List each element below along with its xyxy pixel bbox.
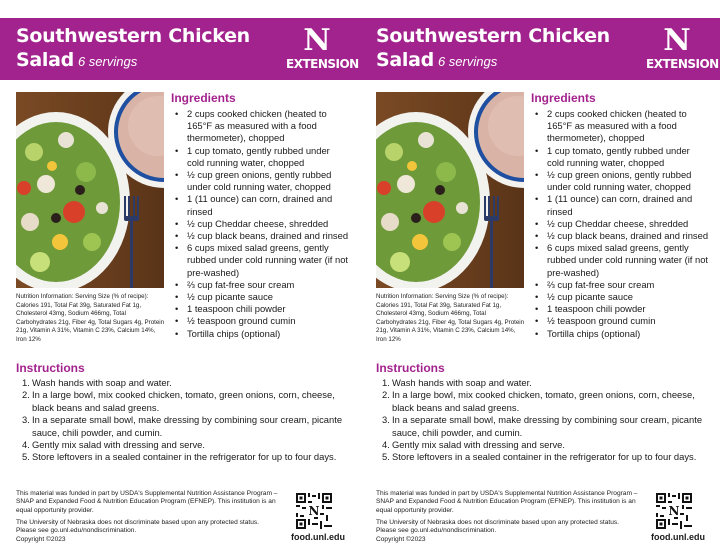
instruction-step (384, 451, 710, 463)
salad-photo (376, 92, 524, 288)
instructions-list (384, 377, 710, 464)
step-number: 1. (22, 377, 30, 388)
salad-photo (16, 92, 164, 288)
title-banner (360, 18, 720, 80)
nebraska-n-logo (646, 23, 719, 72)
step-text: Store leftovers in a sealed container in the refrigerator for up to four days. (32, 451, 337, 463)
logo-letter: N (303, 23, 331, 58)
ingredient-item: • ½ cup green onions, gently rubbed under cold running water, chopped (531, 169, 709, 193)
step-number: 3. (382, 414, 390, 426)
ingredients-heading: Ingredients (171, 91, 236, 105)
logo-label: EXTENSION (646, 57, 719, 71)
servings-label: 6 servings (77, 54, 138, 69)
ingredient-item: • 1 cup tomato, gently rubbed under cold running water, chopped (171, 145, 349, 169)
nondiscrimination-text: The University of Nebraska does not discriminate based upon any protected status. Please see go.unl.edu/nondiscrimination. (376, 519, 619, 535)
step-number: 5. (22, 451, 30, 463)
ingredient-item: • 1 (11 ounce) can corn, drained and rinsed (171, 193, 349, 217)
nebraska-n-logo (286, 23, 359, 72)
step-text: Gently mix salad with dressing and serve. (32, 439, 205, 451)
instruction-step (24, 377, 350, 389)
step-number: 2. (382, 389, 390, 401)
recipe-title: Southwestern Chicken Salad 6 servings (376, 25, 610, 71)
ingredient-item: • Tortilla chips (optional) (171, 328, 349, 340)
ingredient-item: • ½ teaspoon ground cumin (171, 315, 349, 327)
title-banner (0, 18, 360, 80)
instruction-step (384, 389, 710, 414)
nutrition-info: Nutrition Information: Serving Size (% of recipe): Calories 191, Total Fat 39g, Saturated Fat 1g, Cholesterol 43mg, Sodium 466mg, Total Carbohydrates 21g, Fiber 4g, Total Sugars 4g, Protein 21g, Vitamin A 31%, Vitamin C 23%, Calcium 14%, Iron 12% (16, 293, 165, 343)
svg-text:N: N (668, 504, 680, 518)
ingredient-item: • 1 cup tomato, gently rubbed under cold running water, chopped (531, 145, 709, 169)
step-text: Gently mix salad with dressing and serve. (392, 439, 565, 451)
instructions-list (24, 377, 350, 464)
ingredient-item: • ½ cup black beans, drained and rinsed (171, 230, 349, 242)
ingredient-item: • 1 (11 ounce) can corn, drained and rinsed (531, 193, 709, 217)
instruction-step (384, 439, 710, 451)
instructions-heading: Instructions (16, 361, 85, 375)
ingredients-list (171, 108, 349, 340)
ingredient-item: • ½ cup picante sauce (171, 291, 349, 303)
ingredient-item: • 1 teaspoon chili powder (171, 303, 349, 315)
step-text: In a separate small bowl, make dressing by combining sour cream, picante sauce, chili powder, and cumin. (392, 414, 703, 438)
ingredient-item: • ½ cup Cheddar cheese, shredded (531, 218, 709, 230)
funding-statement: This material was funded in part by USDA's Supplemental Nutrition Assistance Program – SNAP and Expanded Food & Nutrition Education Program (EFNEP). This institution is an equal opportunity provider. (16, 490, 278, 514)
step-text: In a separate small bowl, make dressing by combining sour cream, picante sauce, chili powder, and cumin. (32, 414, 343, 438)
nondiscrimination-statement (16, 519, 278, 544)
ingredient-item: • Tortilla chips (optional) (531, 328, 709, 340)
qr-code-icon[interactable] (296, 493, 332, 529)
instruction-step (24, 439, 350, 451)
ingredient-item: • ⅔ cup fat-free sour cream (531, 279, 709, 291)
step-text: Store leftovers in a sealed container in the refrigerator for up to four days. (392, 451, 697, 463)
step-number: 5. (382, 451, 390, 463)
step-number: 4. (382, 439, 390, 451)
logo-label: EXTENSION (286, 57, 359, 71)
ingredient-item: • 2 cups cooked chicken (heated to 165°F as measured with a food thermometer), chopped (531, 108, 709, 145)
website-link[interactable]: food.unl.edu (651, 532, 705, 542)
svg-text:N: N (308, 504, 320, 518)
step-number: 4. (22, 439, 30, 451)
instruction-step (384, 414, 710, 439)
funding-statement: This material was funded in part by USDA's Supplemental Nutrition Assistance Program – SNAP and Expanded Food & Nutrition Education Program (EFNEP). This institution is an equal opportunity provider. (376, 490, 638, 514)
ingredient-item: • 6 cups mixed salad greens, gently rubbed under cold running water (if not pre-washed) (531, 242, 709, 279)
instructions-heading: Instructions (376, 361, 445, 375)
step-number: 1. (382, 377, 390, 388)
ingredient-item: • 6 cups mixed salad greens, gently rubbed under cold running water (if not pre-washed) (171, 242, 349, 279)
ingredient-item: • ⅔ cup fat-free sour cream (171, 279, 349, 291)
instruction-step (24, 451, 350, 463)
nondiscrimination-statement (376, 519, 638, 544)
nondiscrimination-text: The University of Nebraska does not discriminate based upon any protected status. Please see go.unl.edu/nondiscrimination. (16, 519, 259, 535)
ingredient-item: • 1 teaspoon chili powder (531, 303, 709, 315)
ingredients-list (531, 108, 709, 340)
step-number: 3. (22, 414, 30, 426)
ingredients-heading: Ingredients (531, 91, 596, 105)
step-text: Wash hands with soap and water. (32, 377, 172, 388)
ingredient-item: • ½ cup green onions, gently rubbed under cold running water, chopped (171, 169, 349, 193)
ingredient-item: • ½ cup picante sauce (531, 291, 709, 303)
copyright: Copyright ©2023 (376, 535, 426, 543)
step-text: In a large bowl, mix cooked chicken, tomato, green onions, corn, cheese, black beans and salad greens. (32, 389, 335, 413)
recipe-card-right (360, 0, 720, 556)
copyright: Copyright ©2023 (16, 535, 66, 543)
recipe-title: Southwestern Chicken Salad 6 servings (16, 25, 250, 71)
website-link[interactable]: food.unl.edu (291, 532, 345, 542)
step-text: Wash hands with soap and water. (392, 377, 532, 388)
step-text: In a large bowl, mix cooked chicken, tomato, green onions, corn, cheese, black beans and salad greens. (392, 389, 695, 413)
instruction-step (24, 389, 350, 414)
servings-label: 6 servings (437, 54, 498, 69)
step-number: 2. (22, 389, 30, 401)
ingredient-item: • ½ cup black beans, drained and rinsed (531, 230, 709, 242)
instruction-step (384, 377, 710, 389)
logo-letter: N (663, 23, 691, 58)
qr-code-icon[interactable] (656, 493, 692, 529)
ingredient-item: • 2 cups cooked chicken (heated to 165°F as measured with a food thermometer), chopped (171, 108, 349, 145)
nutrition-info: Nutrition Information: Serving Size (% of recipe): Calories 191, Total Fat 39g, Saturated Fat 1g, Cholesterol 43mg, Sodium 466mg, Total Carbohydrates 21g, Fiber 4g, Total Sugars 4g, Protein 21g, Vitamin A 31%, Vitamin C 23%, Calcium 14%, Iron 12% (376, 293, 525, 343)
instruction-step (24, 414, 350, 439)
ingredient-item: • ½ cup Cheddar cheese, shredded (171, 218, 349, 230)
ingredient-item: • ½ teaspoon ground cumin (531, 315, 709, 327)
